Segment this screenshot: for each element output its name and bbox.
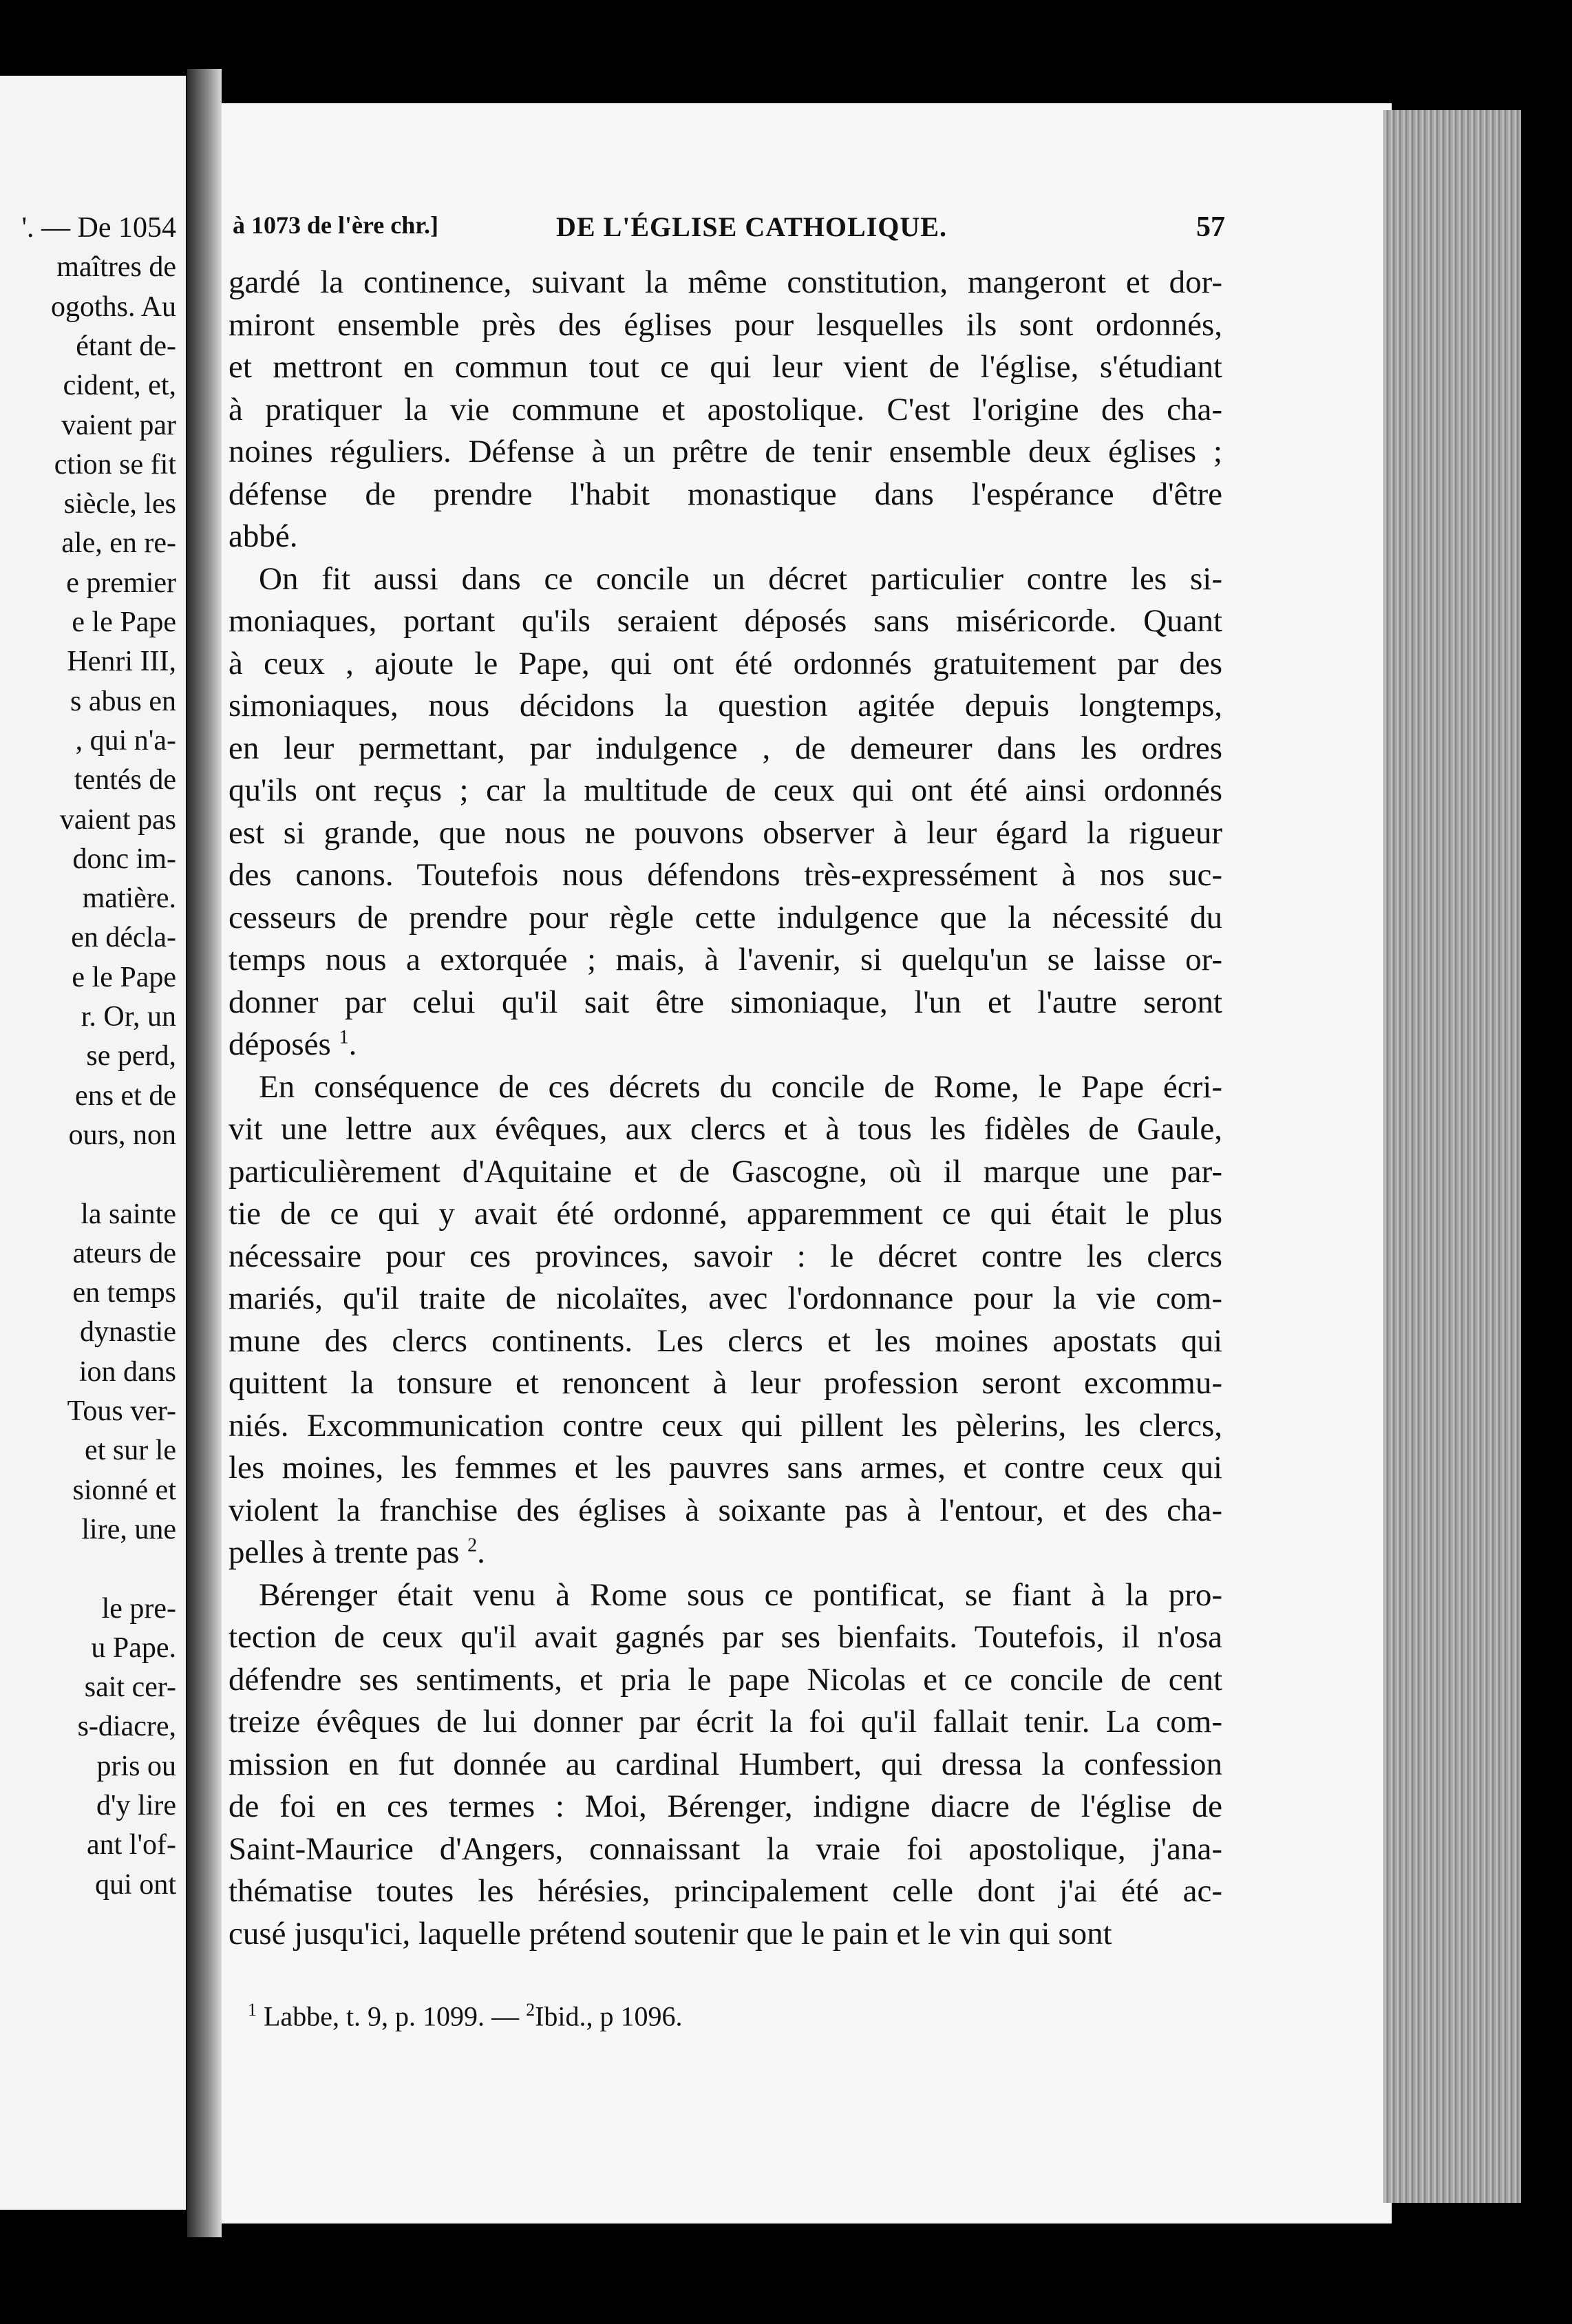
text-line-content: simoniaques, nous décidons la question agitée depuis longtemps, <box>229 688 1222 723</box>
text-line <box>229 1278 1222 1320</box>
text-line-content: tection de ceux qu'il avait gagnés par ses bienfaits. Toutefois, il n'osa <box>229 1619 1222 1655</box>
left-page-line: pris ou <box>96 1750 176 1782</box>
left-page-line: Henri III, <box>67 646 176 678</box>
text-line <box>229 1066 1222 1109</box>
text-line-content: nécessaire pour ces provinces, savoir : le décret contre les clercs <box>229 1238 1222 1274</box>
text-line <box>229 1193 1222 1236</box>
text-line <box>229 262 1222 304</box>
left-page-line: ogoths. Au <box>50 290 176 323</box>
text-line-content: les moines, les femmes et les pauvres sans armes, et contre ceux qui <box>229 1450 1222 1486</box>
left-page-line: en décla- <box>71 922 176 954</box>
text-line <box>229 939 1222 982</box>
left-page-line: et sur le <box>85 1435 176 1467</box>
text-line <box>229 1447 1222 1490</box>
text-line-content: donner par celui qu'il sait être simoniaque, l'un et l'autre seront <box>229 984 1222 1020</box>
text-line <box>229 1616 1222 1659</box>
text-line-content: mission en fut donnée au cardinal Humbert, qui dressa la confession <box>229 1746 1222 1782</box>
text-line-content: à pratiquer la vie commune et apostolique. C'est l'origine des cha- <box>229 391 1222 427</box>
left-page-line: siècle, les <box>63 488 176 520</box>
left-page-line: se perd, <box>86 1040 176 1073</box>
left-page-line: le pre- <box>101 1592 176 1625</box>
text-line-content: treize évêques de lui donner par écrit la foi qu'il fallait tenir. La com- <box>229 1704 1222 1740</box>
left-page-line: en temps <box>72 1277 176 1309</box>
header-date-range: à 1073 de l'ère chr.] <box>233 211 438 239</box>
footnote-2: Ibid., p 1096. <box>535 2000 683 2032</box>
left-page-line: étant de- <box>76 330 176 362</box>
left-page-line: maîtres de <box>56 251 176 284</box>
text-line-content: temps nous a extorquée ; mais, à l'avenir, si quelqu'un se laisse or- <box>229 942 1222 978</box>
left-page-line: lire, une <box>81 1513 176 1545</box>
footnote-mark-2: 2 <box>526 2000 535 2020</box>
text-line <box>229 1870 1222 1913</box>
left-page-line: e premier <box>66 567 176 599</box>
left-page-line: dynastie <box>80 1316 176 1349</box>
text-line <box>229 770 1222 812</box>
text-line-content: thématise toutes les hérésies, principalement celle dont j'ai été ac- <box>229 1873 1222 1909</box>
text-line <box>229 346 1222 389</box>
left-page-line: donc im- <box>72 843 176 875</box>
page-edges <box>1383 110 1521 2203</box>
left-page-line: , qui n'a- <box>75 724 176 757</box>
text-line-content: miront ensemble près des églises pour lesquelles ils sont ordonnés, <box>229 306 1222 343</box>
left-page-line: ens et de <box>75 1079 176 1112</box>
left-page-line: qui ont <box>95 1868 176 1901</box>
text-line <box>229 304 1222 347</box>
footnote-reference: 2 <box>467 1534 478 1556</box>
text-line-content: moniaques, portant qu'ils seraient déposés sans miséricorde. Quant <box>229 603 1222 639</box>
left-page-line: s abus en <box>70 685 176 717</box>
text-line-content: et mettront en commun tout ce qui leur vient de l'église, s'étudiant <box>229 349 1222 385</box>
footnote-reference: 1 <box>339 1026 349 1048</box>
text-line <box>229 516 1222 558</box>
left-page-line: d'y lire <box>96 1790 176 1821</box>
left-page-line: r. Or, un <box>81 1001 176 1033</box>
text-line <box>229 812 1222 855</box>
left-page-line: ion dans <box>78 1355 176 1388</box>
text-line <box>229 474 1222 516</box>
left-page-line: e le Pape <box>72 606 176 638</box>
text-line <box>229 1151 1222 1194</box>
left-page-line: ale, en re- <box>61 527 176 560</box>
text-line <box>229 431 1222 474</box>
text-line <box>229 1786 1222 1828</box>
text-line <box>229 389 1222 432</box>
text-line-content: déposés <box>229 1026 331 1062</box>
left-page-line: e le Pape <box>72 961 176 993</box>
left-page-line: cident, et, <box>63 370 176 402</box>
left-page-line: ction se fit <box>54 448 176 480</box>
text-line-content: défense de prendre l'habit monastique dans l'espérance d'être <box>229 476 1222 512</box>
text-line-content: mariés, qu'il traite de nicolaïtes, avec l'ordonnance pour la vie com- <box>229 1280 1222 1316</box>
text-line <box>229 685 1222 728</box>
text-line-content: en leur permettant, par indulgence , de demeurer dans les ordres <box>229 730 1222 766</box>
footnotes <box>248 2000 683 2032</box>
left-page-line: Tous ver- <box>67 1395 176 1427</box>
header-title: DE L'ÉGLISE CATHOLIQUE. <box>556 211 947 242</box>
text-line <box>229 1362 1222 1405</box>
text-line-content: de foi en ces termes : Moi, Bérenger, indigne diacre de l'église de <box>229 1788 1222 1824</box>
text-line <box>229 1701 1222 1744</box>
left-page-line: matière. <box>82 883 176 915</box>
text-line-content: gardé la continence, suivant la même constitution, mangeront et dor- <box>229 264 1222 300</box>
left-page-line: ant l'of- <box>86 1829 176 1861</box>
text-line <box>229 558 1222 601</box>
text-line-content: abbé. <box>229 518 298 554</box>
left-page-line: tentés de <box>74 764 176 796</box>
text-line-content: est si grande, que nous ne pouvons observer à leur égard la rigueur <box>229 814 1222 851</box>
left-page-line: '. — De 1054 <box>21 212 176 244</box>
text-line <box>229 1574 1222 1617</box>
text-line-content: quittent la tonsure et renoncent à leur profession seront excommu- <box>229 1365 1222 1401</box>
left-page-line: la sainte <box>81 1198 176 1230</box>
text-line-content: à ceux , ajoute le Pape, qui ont été ordonnés gratuitement par des <box>229 645 1222 682</box>
body-text <box>229 262 1222 1955</box>
text-line-content: Bérenger était venu à Rome sous ce pontificat, se fiant à la pro- <box>259 1576 1222 1613</box>
text-line <box>229 1320 1222 1363</box>
left-page-line: s-diacre, <box>77 1711 176 1743</box>
text-line-content: tie de ce qui y avait été ordonné, apparemment ce qui était le plus <box>229 1196 1222 1232</box>
text-line <box>229 1659 1222 1702</box>
text-line-content: cesseurs de prendre pour règle cette indulgence que la nécessité du <box>229 899 1222 936</box>
page-number: 57 <box>1196 211 1225 243</box>
text-line-content: niés. Excommunication contre ceux qui pillent les pèlerins, les clercs, <box>229 1407 1222 1444</box>
text-line <box>229 1405 1222 1448</box>
text-line <box>229 1913 1222 1956</box>
text-line <box>229 1828 1222 1871</box>
text-line-content: cusé jusqu'ici, laquelle prétend soutenir que le pain et le vin qui sont <box>229 1915 1112 1952</box>
text-line-content: particulièrement d'Aquitaine et de Gascogne, où il marque une par- <box>229 1153 1222 1190</box>
left-page-line: sait cer- <box>84 1671 176 1704</box>
text-line-content: qu'ils ont reçus ; car la multitude de ceux qui ont été ainsi ordonnés <box>229 772 1222 808</box>
text-line-content: défendre ses sentiments, et pria le pape Nicolas et ce concile de cent <box>229 1661 1222 1698</box>
text-line <box>229 1236 1222 1278</box>
text-line <box>229 1744 1222 1786</box>
left-page-line: ateurs de <box>72 1237 176 1269</box>
footnote-1: Labbe, t. 9, p. 1099. — <box>264 2000 520 2032</box>
text-line-content: Saint-Maurice d'Angers, connaissant la vraie foi apostolique, j'ana- <box>229 1830 1222 1867</box>
text-line <box>229 897 1222 940</box>
text-line <box>229 600 1222 643</box>
footnote-mark-1: 1 <box>248 2000 257 2020</box>
text-line-content: pelles à trente pas <box>229 1534 460 1570</box>
left-page-line: vaient par <box>61 409 176 441</box>
text-line: déposés $^1$. <box>229 1026 357 1062</box>
text-line <box>229 854 1222 897</box>
running-header <box>233 211 1225 249</box>
text-line-content: vit une lettre aux évêques, aux clercs et à tous les fidèles de Gaule, <box>229 1111 1222 1147</box>
text-line-content: On fit aussi dans ce concile un décret particulier contre les si- <box>259 560 1222 597</box>
text-line-content: mune des clercs continents. Les clercs et les moines apostats qui <box>229 1322 1222 1359</box>
book-gutter <box>187 69 222 2237</box>
left-page-line: ours, non <box>68 1119 176 1151</box>
text-line: pelles à trente pas $^2$. <box>229 1534 485 1570</box>
text-line-content: noines réguliers. Défense à un prêtre de tenir ensemble deux églises ; <box>229 434 1222 469</box>
text-line <box>229 982 1222 1024</box>
text-line-content: des canons. Toutefois nous défendons très-expressément à nos suc- <box>229 857 1222 893</box>
left-page-line: u Pape. <box>91 1631 176 1664</box>
text-line <box>229 1108 1222 1151</box>
facing-page-left <box>0 76 186 2210</box>
text-line-content: violent la franchise des églises à soixante pas à l'entour, et des cha- <box>229 1492 1222 1528</box>
text-line-content: En conséquence de ces décrets du concile de Rome, le Pape écri- <box>259 1068 1222 1105</box>
text-line <box>229 643 1222 686</box>
text-line <box>229 1490 1222 1532</box>
text-line <box>229 728 1222 770</box>
left-page-line: vaient pas <box>59 803 176 836</box>
left-page-line: sionné et <box>72 1474 176 1506</box>
